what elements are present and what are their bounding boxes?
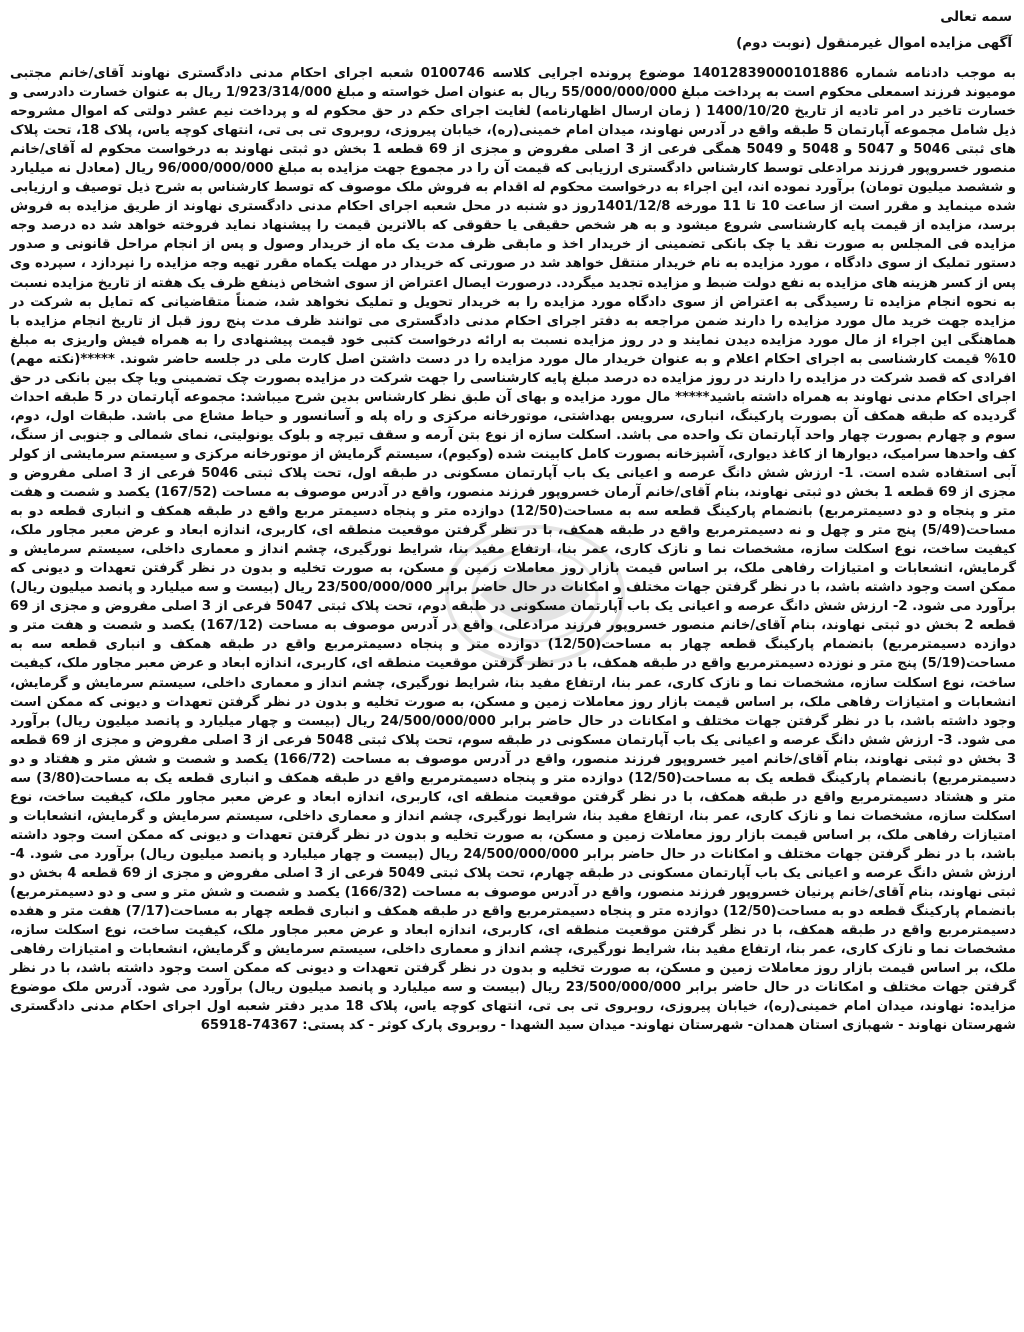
document-heading: سمه تعالی bbox=[940, 9, 1012, 25]
notice-title: آگهی مزایده اموال غیرمنقول (نوبت دوم) bbox=[736, 35, 1012, 51]
notice-body-text: به موجب دادنامه شماره 14012839000101886 موضوع پرونده اجرایی کلاسه 0100746 شعبه اجرای احکام مدنی دادگستری نهاوند آقای/خانم مجتبی مومیوند فرزند اسمعلی محکوم است به پرداخت مبلغ 55/000/000/000 ریال به عنوان اصل خواسته و مبلغ 1/923/314/000 ریال به عنوان خسارت دادرسی و خسارت تاخیر در امر تادیه از تاریخ 1400/10/20 ( زمان ارسال اظهارنامه) لغایت اجرای حکم در حق محکوم له و پرداخت نیم عشر دولتی که اموال مشروحه ذیل شامل مجموعه آپارتمان 5 طبقه واقع در آدرس نهاوند، میدان امام خمینی(ره)، خیابان پیروزی، روبروی تی بی تی، انتهای کوچه یاس، پلاک 18، تحت پلاک های ثبتی 5046 و 5047 و 5048 و 5049 همگی فرعی از 3 اصلی مفروض و مجزی از 69 قطعه 1 بخش دو ثبتی نهاوند به درخواست محکوم له آقای/خانم منصور خسروپور فرزند مرادعلی توسط کارشناس دادگستری ارزیابی که قیمت آن را در مجموع جهت مزایده به مبلغ 96/000/000/000 ریال (معادل نه میلیارد و ششصد میلیون تومان) برآورد نموده اند، این اجراء به درخواست محکوم له اقدام به فروش ملک موصوف که توسط کارشناس به شرح ذیل توصیف و ارزیابی شده مینماید و مقرر است از ساعت 10 تا 11 مورخه 1401/12/8روز دو شنبه در محل شعبه اجرای احکام مدنی دادگستری نهاوند از طریق مزایده به فروش برسد، مزایده از قیمت پایه کارشناسی شروع میشود و به هر شخص حقیقی یا حقوقی که بالاترین قیمت را پیشنهاد نماید فروخته خواهد شد ده درصد وجه مزایده فی المجلس به صورت نقد یا چک بانکی تضمینی از خریدار اخذ و مابقی ظرف مدت یک ماه از خریدار وصول و پس از انجام مراحل قانونی و صدور دستور تملیک از سوی دادگاه ، مورد مزایده به نام خریدار منتقل خواهد شد در صورتی که خریدار در مهلت یکماه مقرر تهیه وجه مزایده را نپردازد ، سپرده وی پس از کسر هزینه های مزایده به نفع دولت ضبط و مزایده تجدید میگردد. درصورت ایصال اعتراض از سوی اشخاص ذینفع ظرف یک هفته از تاریخ مزایده نسبت به نحوه انجام مزایده تا رسیدگی به اعتراض از سوی دادگاه مورد مزایده را به خریدار تحویل و تملیک نخواهد شد، ضمناً متقاضیانی که تمایل به شرکت در مزایده جهت خرید مال مورد مزایده را دارند ضمن مراجعه به دفتر اجرای احکام مدنی دادگستری می توانند ظرف مدت پنج روز قبل از تاریخ انجام مزایده با هماهنگی این اجراء از مال مورد مزایده دیدن نمایند و در روز مزایده نسبت به ارائه درخواست کتبی خود قیمت پیشنهادی را به همراه فیش واریزی به مبلغ 10% قیمت کارشناسی به اجرای احکام اعلام و به عنوان خریدار مال مورد مزایده را در دست داشتن اصل کارت ملی در جلسه حاضر شوند. *****(نکته مهم) افرادی که قصد شرکت در مزایده را دارند در روز مزایده ده درصد مبلغ پایه کارشناسی را جهت شرکت در مزایده بصورت چک تضمینی ویا چک بین بانکی در حق اجرای احکام مدنی نهاوند به همراه داشته باشید***** مال مورد مزایده و بهای آن طبق نظر کارشناس بدین شرح میباشد: مجموعه آپارتمان در 5 طبقه احداث گردیده که طبقه همکف آن بصورت پارکینگ، انباری، سرویس بهداشتی، موتورخانه مرکزی و راه پله و آسانسور و حیاط مشاع می باشد. طبقات اول، دوم، سوم و چهارم بصورت چهار واحد آپارتمان تک واحده می باشد. اسکلت سازه از نوع بتن آرمه و سقف تیرچه و بلوک یونولیتی، نمای شمالی و جنوبی از سنگ، کف واحدها سرامیک، دیوارها از کاغذ دیواری، آشپزخانه بصورت کامل کابینت شده (وکیوم)، سیستم گرمایش از موتورخانه مرکزی و سیستم سرمایشی از کولر آبی استفاده شده است. 1- ارزش شش دانگ عرصه و اعیانی یک باب آپارتمان مسکونی در طبقه اول، تحت پلاک ثبتی 5046 فرعی از 3 اصلی مفروض و مجزی از 69 قطعه 1 بخش دو ثبتی نهاوند، بنام آقای/خانم آرمان خسروپور فرزند منصور، واقع در آدرس موصوف به مساحت (167/52) یکصد و شصت و هفت متر و پنجاه و دو دسیمترمربع) بانضمام پارکینگ قطعه سه به مساحت(12/50) دوازده متر و پنجاه دسیمتر مربع واقع در طبقه همکف و انباری قطعه دو به مساحت(5/49) پنج متر و چهل و نه دسیمترمربع واقع در طبقه همکف، با در نظر گرفتن موقعیت منطقه ای، کاربری، اندازه ابعاد و عرض معبر مجاور ملک، کیفیت ساخت، نوع اسکلت سازه، مشخصات نما و نازک کاری، عمر بنا، ارتفاع مفید بنا، شرایط نورگیری، چشم انداز و معماری داخلی، سیستم سرمایش و گرمایش، انشعابات و امتیازات رفاهی ملک، بر اساس قیمت بازار روز معاملات زمین و مسکن، به صورت تخلیه و بدون در نظر گرفتن تعهدات و دیونی که ممکن است وجود داشته باشد، با در نظر گرفتن جهات مختلف و امکانات در حال حاضر برابر 23/500/000/000 ریال (بیست و سه میلیارد و پانصد میلیون ریال) برآورد می شود. 2- ارزش شش دانگ عرصه و اعیانی یک باب آپارتمان مسکونی در طبقه دوم، تحت پلاک ثبتی 5047 فرعی از 3 اصلی مفروض و مجزی از 69 قطعه 2 بخش دو ثبتی نهاوند، بنام آقای/خانم منصور خسروپور فرزند مرادعلی، واقع در آدرس موصوف به مساحت (167/12) یکصد و شصت و هفت متر و دوازده دسیمترمربع) بانضمام پارکینگ قطعه چهار به مساحت(12/50) دوازده متر و پنجاه دسیمترمربع واقع در طبقه همکف و انباری قطعه سه به مساحت(5/19) پنج متر و نوزده دسیمترمربع واقع در طبقه همکف، با در نظر گرفتن موقعیت منطقه ای، کاربری، اندازه ابعاد و عرض معبر مجاور ملک، کیفیت ساخت، نوع اسکلت سازه، مشخصات نما و نازک کاری، عمر بنا، ارتفاع مفید بنا، شرایط نورگیری، چشم انداز و معماری داخلی، سیستم سرمایش و گرمایش، انشعابات و امتیازات رفاهی ملک، بر اساس قیمت بازار روز معاملات زمین و مسکن، به صورت تخلیه و بدون در نظر گرفتن تعهدات و دیونی که ممکن است وجود داشته باشد، با در نظر گرفتن جهات مختلف و امکانات در حال حاضر برابر 24/500/000/000 ریال (بیست و چهار میلیارد و پانصد میلیون ریال) برآورد می شود. 3- ارزش شش دانگ عرصه و اعیانی یک باب آپارتمان مسکونی در طبقه سوم، تحت پلاک ثبتی 5048 فرعی از 3 اصلی مفروض و مجزی از 69 قطعه 3 بخش دو ثبتی نهاوند، بنام آقای/خانم امیر خسروپور فرزند منصور، واقع در آدرس موصوف به مساحت (166/72) یکصد و شصت و شش متر و هفتاد و دو دسیمترمربع) بانضمام پارکینگ قطعه یک به مساحت(12/50) دوازده متر و پنجاه دسیمترمربع واقع در طبقه همکف و انباری قطعه یک به مساحت(3/80) سه متر و هشتاد دسیمترمربع واقع در طبقه همکف، با در نظر گرفتن موقعیت منطقه ای، کاربری، اندازه ابعاد و عرض معبر مجاور ملک، کیفیت ساخت، نوع اسکلت سازه، مشخصات نما و نازک کاری، عمر بنا، ارتفاع مفید بنا، شرایط نورگیری، چشم انداز و معماری داخلی، سیستم سرمایش و گرمایش، انشعابات و امتیازات رفاهی ملک، بر اساس قیمت بازار روز معاملات زمین و مسکن، به صورت تخلیه و بدون در نظر گرفتن تعهدات و دیونی که ممکن است وجود داشته باشد، با در نظر گرفتن جهات مختلف و امکانات در حال حاضر برابر 24/500/000/000 ریال (بیست و چهار میلیارد و پانصد میلیون ریال) برآورد می شود. 4- ارزش شش دانگ عرصه و اعیانی یک باب آپارتمان مسکونی در طبقه چهارم، تحت پلاک ثبتی 5049 فرعی از 3 اصلی مفروض و مجزی از 69 قطعه 4 بخش دو ثبتی نهاوند، بنام آقای/خانم پرنیان خسروپور فرزند منصور، واقع در آدرس موصوف به مساحت (166/32) یکصد و شصت و شش متر و سی و دو دسیمترمربع) بانضمام پارکینگ قطعه دو به مساحت(12/50) دوازده متر و پنجاه دسیمترمربع واقع در طبقه همکف و انباری قطعه چهار به مساحت(7/17) هفت متر و هفده دسیمترمربع واقع در طبقه همکف، با در نظر گرفتن موقعیت منطقه ای، کاربری، اندازه ابعاد و عرض معبر مجاور ملک، کیفیت ساخت، نوع اسکلت سازه، مشخصات نما و نازک کاری، عمر بنا، ارتفاع مفید بنا، شرایط نورگیری، چشم انداز و معماری داخلی، سیستم سرمایش و گرمایش، انشعابات و امتیازات رفاهی ملک، بر اساس قیمت بازار روز معاملات زمین و مسکن، به صورت تخلیه و بدون در نظر گرفتن تعهدات و دیونی که ممکن است وجود داشته باشد، با در نظر گرفتن جهات مختلف و امکانات در حال حاضر برابر 23/500/000/000 ریال (بیست و سه میلیارد و پانصد میلیون ریال) برآورد می شود. آدرس ملک موضوع مزایده: نهاوند، میدان امام خمینی(ره)، خیابان پیروزی، روبروی تی بی تی، انتهای کوچه یاس، پلاک 18 مدیر دفتر شعبه اول اجرای احکام مدنی دادگستری شهرستان نهاوند - شهبازی استان همدان- شهرستان نهاوند- میدان سید الشهدا - روبروی پارک کوثر - کد پستی: 74367-65918 bbox=[10, 66, 1017, 1034]
